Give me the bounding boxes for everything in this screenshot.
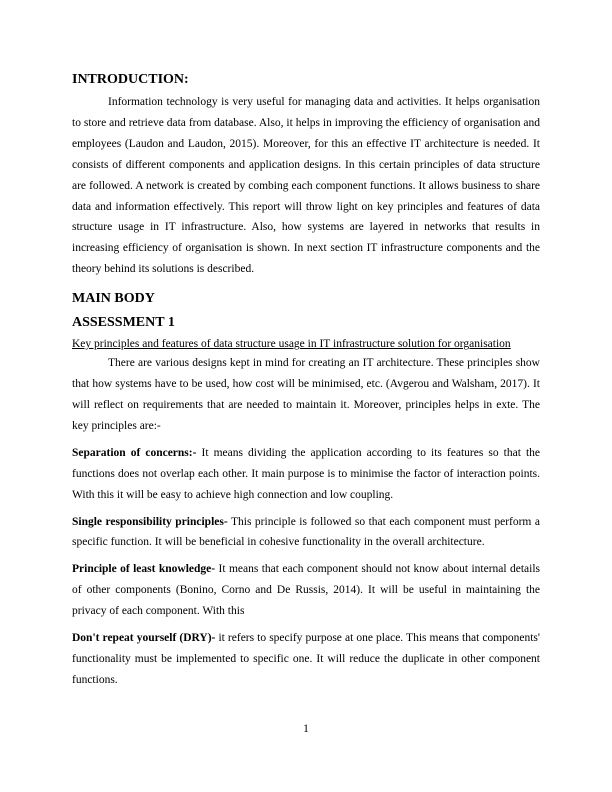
principle-text: This principle is followed so that each component must perform a specific function. It will be beneficial in cohesive functionality in the overall architecture. (72, 515, 540, 549)
principle-term: Principle of least knowledge- (72, 563, 216, 576)
principle-term: Don't repeat yourself (DRY)- (72, 632, 216, 645)
introduction-heading: INTRODUCTION: (72, 72, 189, 87)
assessment-heading: ASSESSMENT 1 (72, 315, 175, 331)
principle-text: It means that each component should not know about internal details of other components (Bonino, Corno and De Russis, 2014). It will be useful in maintaining the privacy of each component. With this (72, 563, 541, 618)
principle-paragraph (72, 512, 540, 554)
section-subheading: Key principles and features of data structure usage in IT infrastructure solution for organisation (72, 338, 511, 351)
page-number: 1 (303, 723, 309, 735)
principle-text: It means dividing the application according to its features so that the functions does not overlap each other. It main purpose is to minimise the factor of interaction points. With this it will be easy to achieve high connection and low coupling. (72, 446, 540, 501)
principle-paragraph (72, 443, 540, 506)
page-content (72, 70, 540, 691)
principle-paragraph (72, 559, 540, 622)
principles-intro-paragraph: There are various designs kept in mind for creating an IT architecture. These principles show that how systems have to be used, how cost will be minimised, etc. (Avgerou and Walsham, 2017). It will reflect on requirements that are needed to maintain it. Moreover, principles helps in exte. The key principles are:- (72, 357, 540, 432)
principle-term: Separation of concerns:- (72, 446, 197, 459)
principle-text: it refers to specify purpose at one place. This means that components' functionality must be implemented to specific one. It will reduce the duplicate in other component functions. (72, 632, 540, 686)
main-body-heading: MAIN BODY (72, 291, 155, 307)
principle-paragraph (72, 628, 540, 691)
principle-term: Single responsibility principles- (72, 515, 228, 528)
introduction-paragraph: Information technology is very useful for managing data and activities. It helps organisation to store and retrieve data from database. Also, it helps in improving the efficiency of organisation and employees (Laudon and Laudon, 2015). Moreover, for this an effective IT architecture is needed. It consists of different components and application designs. In this certain principles of data structure are followed. A network is created by combing each component functions. It allows business to share data and information effectively. This report will throw light on key principles and features of data structure usage in IT infrastructure. Also, how systems are layered in networks that results in increasing efficiency of organisation is shown. In next section IT infrastructure components and the theory behind its solutions is described. (72, 96, 540, 276)
